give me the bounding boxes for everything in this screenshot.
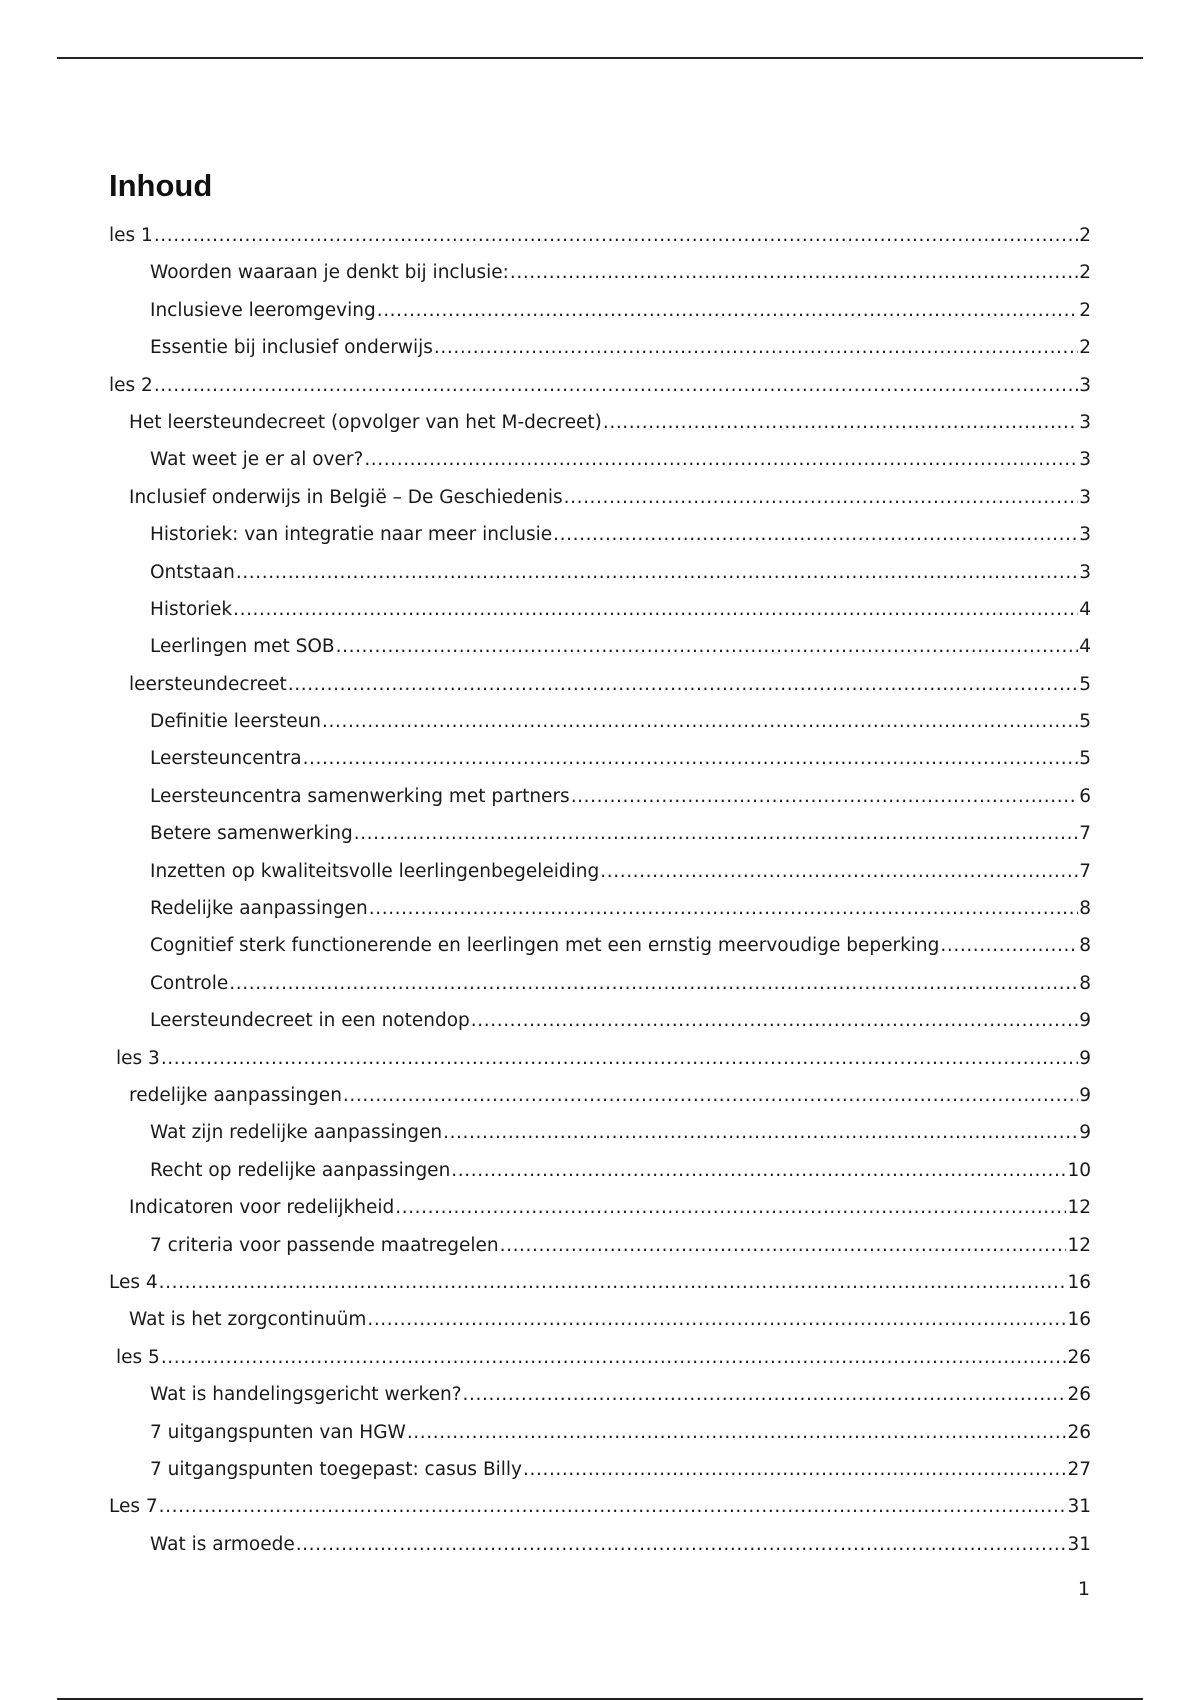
table-of-contents — [109, 217, 1091, 1563]
toc-entry[interactable] — [109, 1189, 1091, 1226]
toc-entry-title: Recht op redelijke aanpassingen — [150, 1159, 451, 1181]
toc-entry-page: 3 — [1079, 374, 1091, 396]
toc-entry-page: 2 — [1079, 262, 1091, 284]
toc-dot-leader — [159, 1488, 1067, 1525]
toc-entry-page: 9 — [1079, 1047, 1091, 1069]
toc-entry-title: 7 uitgangspunten toegepast: casus Billy — [150, 1458, 523, 1480]
toc-entry-page: 7 — [1079, 823, 1091, 845]
toc-dot-leader — [336, 628, 1079, 665]
toc-entry-title: leersteundecreet — [129, 673, 287, 695]
toc-entry[interactable] — [109, 1339, 1091, 1376]
toc-entry[interactable] — [109, 292, 1091, 329]
toc-entry-title: les 2 — [109, 374, 153, 396]
toc-dot-leader — [296, 1526, 1067, 1563]
toc-entry[interactable] — [109, 853, 1091, 890]
toc-entry-title: Wat is handelingsgericht werken? — [150, 1384, 462, 1406]
toc-dot-leader — [159, 1264, 1067, 1301]
toc-entry-title: Betere samenwerking — [150, 823, 353, 845]
toc-dot-leader — [564, 479, 1079, 516]
toc-entry-page: 10 — [1067, 1159, 1091, 1181]
toc-entry-page: 2 — [1079, 299, 1091, 321]
toc-entry[interactable] — [109, 927, 1091, 964]
toc-entry-page: 8 — [1079, 935, 1091, 957]
toc-entry-page: 2 — [1079, 225, 1091, 246]
toc-entry-title: Inclusieve leeromgeving — [150, 299, 376, 321]
toc-entry[interactable] — [109, 628, 1091, 665]
toc-entry-title: Definitie leersteun — [150, 711, 322, 733]
toc-entry-title: Historiek: van integratie naar meer inclusie — [150, 524, 553, 546]
toc-dot-leader — [434, 329, 1078, 366]
toc-entry-page: 7 — [1079, 860, 1091, 882]
toc-entry[interactable] — [109, 890, 1091, 927]
page-title: Inhoud — [109, 168, 213, 203]
toc-entry-title: Essentie bij inclusief onderwijs — [150, 337, 433, 359]
toc-entry-page: 26 — [1067, 1346, 1091, 1368]
toc-entry[interactable] — [109, 1040, 1091, 1077]
toc-dot-leader — [523, 1451, 1066, 1488]
toc-entry[interactable] — [109, 1227, 1091, 1264]
toc-dot-leader — [463, 1376, 1067, 1413]
toc-dot-leader — [364, 441, 1078, 478]
toc-dot-leader — [236, 554, 1078, 591]
toc-dot-leader — [443, 1114, 1078, 1151]
toc-dot-leader — [553, 516, 1078, 553]
toc-entry[interactable] — [109, 479, 1091, 516]
toc-entry-page: 2 — [1079, 337, 1091, 359]
toc-entry-title: Redelijke aanpassingen — [150, 898, 368, 920]
toc-entry-page: 5 — [1079, 748, 1091, 770]
toc-entry-page: 5 — [1079, 673, 1091, 695]
toc-entry-page: 6 — [1079, 785, 1091, 807]
toc-entry-title: Indicatoren voor redelijkheid — [129, 1197, 395, 1219]
toc-entry-page: 3 — [1079, 486, 1091, 508]
toc-entry[interactable] — [109, 1077, 1091, 1114]
toc-entry-page: 16 — [1067, 1309, 1091, 1331]
toc-entry[interactable] — [109, 1414, 1091, 1451]
toc-entry-page: 3 — [1079, 449, 1091, 471]
toc-dot-leader — [451, 1152, 1066, 1189]
toc-entry[interactable] — [109, 666, 1091, 703]
toc-entry-title: les 1 — [109, 225, 153, 246]
toc-entry[interactable] — [109, 703, 1091, 740]
toc-entry-page: 9 — [1079, 1084, 1091, 1106]
toc-entry-page: 9 — [1079, 1010, 1091, 1032]
toc-dot-leader — [395, 1189, 1066, 1226]
toc-entry[interactable] — [109, 254, 1091, 291]
toc-entry-title: Cognitief sterk functionerende en leerlingen met een ernstig meervoudige beperking — [150, 935, 940, 957]
toc-dot-leader — [303, 740, 1079, 777]
toc-dot-leader — [369, 890, 1078, 927]
toc-entry-title: Leersteuncentra samenwerking met partners — [150, 785, 570, 807]
toc-entry[interactable] — [109, 441, 1091, 478]
toc-entry[interactable] — [109, 778, 1091, 815]
toc-entry-page: 4 — [1079, 598, 1091, 620]
toc-dot-leader — [510, 254, 1078, 291]
toc-entry-page: 9 — [1079, 1122, 1091, 1144]
toc-entry-title: Wat zijn redelijke aanpassingen — [150, 1122, 443, 1144]
toc-entry[interactable] — [109, 1451, 1091, 1488]
toc-entry-title: Woorden waaraan je denkt bij inclusie: — [150, 262, 509, 284]
toc-dot-leader — [500, 1227, 1067, 1264]
toc-entry[interactable] — [109, 1488, 1091, 1525]
toc-entry[interactable] — [109, 740, 1091, 777]
toc-entry-title: Ontstaan — [150, 561, 235, 583]
toc-entry[interactable] — [109, 1114, 1091, 1151]
toc-entry-page: 3 — [1079, 524, 1091, 546]
toc-dot-leader — [233, 591, 1078, 628]
toc-dot-leader — [161, 1339, 1067, 1376]
toc-entry[interactable] — [109, 404, 1091, 441]
toc-entry-title: Leerlingen met SOB — [150, 636, 335, 658]
toc-entry-title: 7 criteria voor passende maatregelen — [150, 1234, 499, 1256]
toc-entry-page: 8 — [1079, 972, 1091, 994]
toc-entry-title: 7 uitgangspunten van HGW — [150, 1421, 406, 1443]
toc-entry-title: Inclusief onderwijs in België – De Geschiedenis — [129, 486, 563, 508]
page-number: 1 — [1077, 1578, 1090, 1600]
toc-entry-title: Wat is het zorgcontinuüm — [129, 1309, 367, 1331]
toc-dot-leader — [603, 404, 1078, 441]
toc-dot-leader — [343, 1077, 1078, 1114]
toc-entry[interactable] — [109, 516, 1091, 553]
toc-entry-page: 16 — [1067, 1271, 1091, 1293]
toc-entry-page: 27 — [1067, 1458, 1091, 1480]
toc-entry-title: Leersteuncentra — [150, 748, 302, 770]
header-rule — [57, 57, 1143, 59]
toc-entry-page: 3 — [1079, 411, 1091, 433]
toc-entry[interactable] — [109, 329, 1091, 366]
toc-dot-leader — [407, 1414, 1067, 1451]
toc-dot-leader — [471, 1002, 1078, 1039]
toc-entry-title: redelijke aanpassingen — [129, 1084, 342, 1106]
toc-entry-title: les 3 — [116, 1047, 160, 1069]
toc-entry-page: 26 — [1067, 1421, 1091, 1443]
toc-entry-page: 3 — [1079, 561, 1091, 583]
toc-entry[interactable] — [109, 367, 1091, 404]
toc-entry-page: 26 — [1067, 1384, 1091, 1406]
toc-entry-page: 31 — [1067, 1533, 1091, 1555]
toc-entry-page: 4 — [1079, 636, 1091, 658]
toc-entry[interactable] — [109, 815, 1091, 852]
toc-entry-title: Les 7 — [109, 1496, 158, 1518]
toc-dot-leader — [354, 815, 1079, 852]
toc-entry-title: Het leersteundecreet (opvolger van het M-decreet) — [129, 411, 602, 433]
toc-entry[interactable] — [109, 1526, 1091, 1563]
toc-entry-page: 12 — [1067, 1234, 1091, 1256]
toc-entry[interactable] — [109, 1301, 1091, 1338]
toc-entry-title: Controle — [150, 972, 229, 994]
toc-entry-title: Les 4 — [109, 1271, 158, 1293]
toc-dot-leader — [571, 778, 1079, 815]
toc-dot-leader — [161, 1040, 1078, 1077]
toc-entry[interactable] — [109, 965, 1091, 1002]
toc-entry-page: 8 — [1079, 898, 1091, 920]
toc-dot-leader — [288, 666, 1078, 703]
toc-entry-title: Leersteundecreet in een notendop — [150, 1010, 470, 1032]
toc-entry[interactable] — [109, 591, 1091, 628]
toc-entry-page: 31 — [1067, 1496, 1091, 1518]
toc-dot-leader — [322, 703, 1078, 740]
toc-dot-leader — [229, 965, 1078, 1002]
toc-dot-leader — [154, 367, 1078, 404]
toc-entry-title: Wat weet je er al over? — [150, 449, 364, 471]
toc-entry-page: 5 — [1079, 711, 1091, 733]
toc-entry[interactable] — [109, 1264, 1091, 1301]
toc-dot-leader — [940, 927, 1078, 964]
toc-entry-title: Historiek — [150, 598, 233, 620]
toc-dot-leader — [367, 1301, 1066, 1338]
toc-entry[interactable] — [109, 1152, 1091, 1189]
toc-dot-leader — [154, 217, 1078, 254]
toc-entry[interactable] — [109, 1376, 1091, 1413]
toc-dot-leader — [377, 292, 1079, 329]
toc-entry-title: les 5 — [116, 1346, 160, 1368]
toc-dot-leader — [600, 853, 1078, 890]
toc-entry-title: Inzetten op kwaliteitsvolle leerlingenbegeleiding — [150, 860, 600, 882]
toc-entry-title: Wat is armoede — [150, 1533, 295, 1555]
toc-entry[interactable] — [109, 554, 1091, 591]
toc-entry-page: 12 — [1067, 1197, 1091, 1219]
toc-entry[interactable] — [109, 1002, 1091, 1039]
toc-entry[interactable] — [109, 217, 1091, 254]
